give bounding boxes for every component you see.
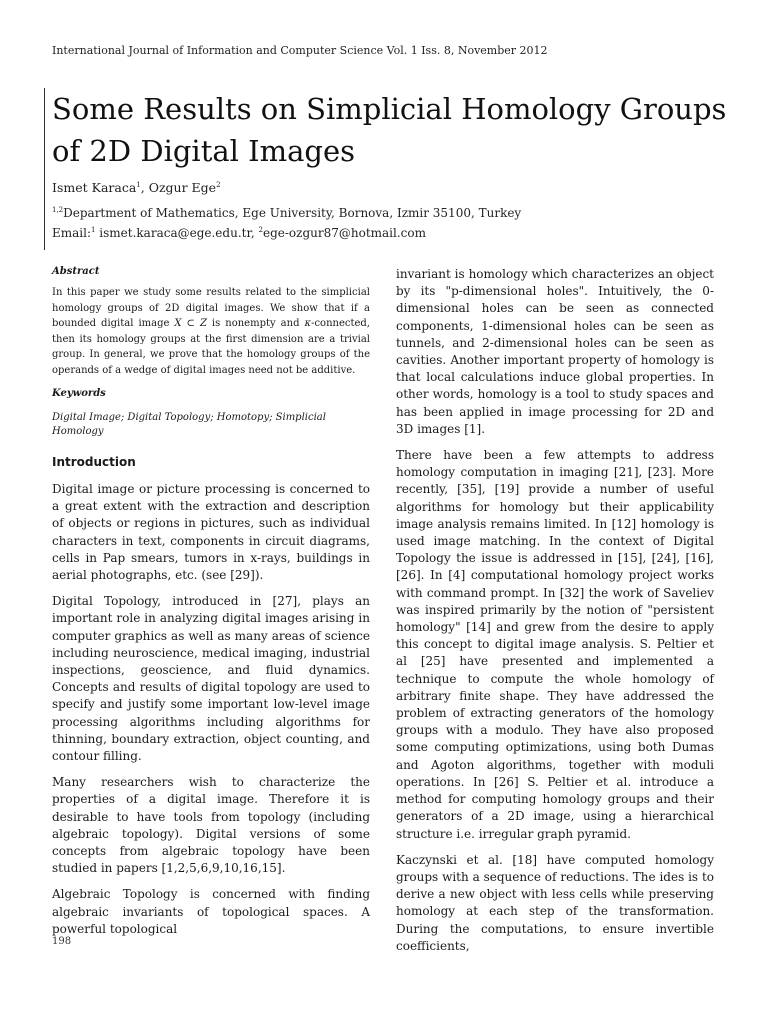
math-expression: κ	[304, 318, 312, 329]
author-superscript: 2	[216, 180, 221, 189]
left-column	[52, 266, 370, 947]
body-paragraph: Algebraic Topology is concerned with finding algebraic invariants of topological spaces. A powerful topological	[52, 887, 370, 936]
keywords-heading: Keywords	[52, 388, 106, 399]
body-paragraph: Digital image or picture processing is concerned to a great extent with the extraction and description of objects or regions in pictures, such as individual characters in text, components in circuit diagrams, cells in Pap smears, tumors in x-rays, buildings in aerial photographs, etc. (see [29]).	[52, 482, 370, 583]
body-paragraph: invariant is homology which characterizes an object by its "p-dimensional holes". Intuitively, the 0-dimensional holes can be seen as connected components, 1-dimensional holes can be seen as tunnels, and 2-dimensional holes can be seen as cavities. Another important property of homology is that local calculations induce global properties. In other words, homology is a tool to study spaces and has been applied in image processing for 2D and 3D images [1].	[396, 267, 714, 436]
affiliation-text: Department of Mathematics, Ege University, Bornova, Izmir 35100, Turkey	[63, 206, 522, 220]
title-rule	[44, 88, 45, 250]
body-paragraph: Many researchers wish to characterize the properties of a digital image. Therefore it is desirable to have tools from topology (including algebraic topology). Digital versions of some concepts from algebraic topology have been studied in papers [1,2,5,6,9,10,16,15].	[52, 775, 370, 876]
page-number: 198	[52, 936, 72, 947]
keywords-text: Digital Image; Digital Topology; Homotopy; Simplicial Homology	[52, 412, 326, 437]
email-address: ismet.karaca@ege.edu.tr,	[95, 226, 259, 240]
email-superscript: 2	[258, 226, 263, 234]
body-paragraph: Kaczynski et al. [18] have computed homology groups with a sequence of reductions. The ides is to derive a new object with less cells while preserving homology at each step of the transformation. During the computations, to ensure invertible coefficients,	[396, 852, 714, 953]
affiliation	[52, 206, 521, 220]
email-line	[52, 226, 426, 240]
email-superscript: 1	[91, 226, 96, 234]
author-separator: ,	[140, 180, 149, 195]
body-paragraph: There have been a few attempts to address homology computation in imaging [21], [23]. More recently, [35], [19] provide a number of useful algorithms for homology but their applicability image analysis remains limited. In [12] homology is used image matching. In the context of Digital Topology the issue is addressed in [15], [24], [16], [26]. In [4] computational homology project works with command prompt. In [32] the work of Saveliev was inspired primarily by the notion of "persistent homology" [14] and grew from the desire to apply this concept to digital image analysis. S. Peltier et al [25] have presented and implemented a technique to compute the whole homology of arbitrary finite shape. They have addressed the problem of extracting generators of the homology groups with a modulo. They have also proposed some computing optimizations, using both Dumas and Agoton algorithms, together with moduli operations. In [26] S. Peltier et al. introduce a method for computing homology groups and their generators of a 2D image, using a hierarchical structure i.e. irregular graph pyramid.	[396, 448, 714, 841]
abstract-part: In this paper we study some results related to the simplicial homology groups of 2D digital images. We show that if a bounded digital image	[52, 287, 370, 329]
abstract-part: is nonempty and	[206, 318, 305, 329]
author-superscript: 1	[136, 180, 141, 189]
authors	[52, 180, 221, 195]
journal-header: International Journal of Information and Computer Science Vol. 1 Iss. 8, November 2012	[52, 44, 548, 57]
email-prefix: Email:	[52, 226, 92, 240]
abstract-part: -connected, then its homology groups at the first dimension are a trivial group. In general, we prove that the homology groups of the operands of a wedge of digital images need not be additive.	[52, 318, 370, 376]
abstract-heading: Abstract	[52, 266, 100, 277]
right-column	[396, 266, 714, 964]
affiliation-superscript: 1,2	[52, 206, 64, 214]
author-name: Ismet Karaca	[52, 180, 137, 195]
paper-title: Some Results on Simplicial Homology Groups of 2D Digital Images	[52, 92, 727, 168]
math-expression: X ⊂ Z	[174, 318, 207, 329]
body-paragraph: Digital Topology, introduced in [27], plays an important role in analyzing digital images arising in computer graphics as well as many areas of science including neuroscience, medical imaging, industrial inspections, geoscience, and fluid dynamics. Concepts and results of digital topology are used to specify and justify some important low-level image processing algorithms including algorithms for thinning, boundary extraction, object counting, and contour filling.	[52, 594, 370, 764]
email-address: ege-ozgur87@hotmail.com	[262, 226, 426, 240]
abstract-text	[52, 285, 370, 378]
author-name: Ozgur Ege	[148, 180, 217, 195]
section-heading: Introduction	[52, 455, 136, 469]
